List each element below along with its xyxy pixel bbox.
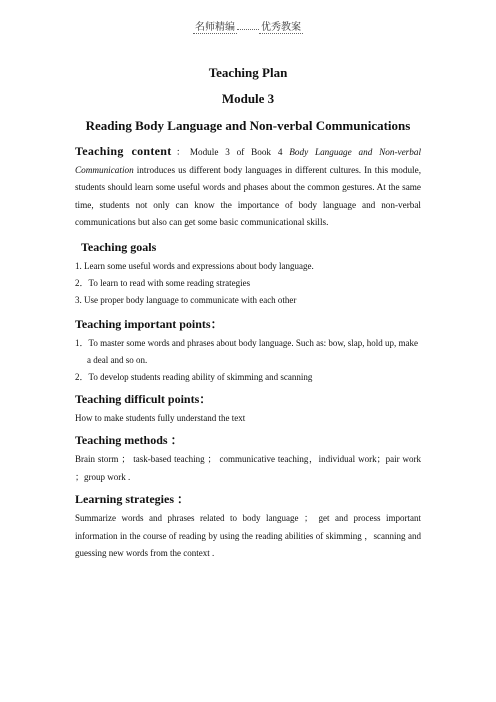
header-left-text: 名师精编 xyxy=(195,22,235,33)
teaching-content-label: Teaching content xyxy=(75,144,172,158)
page-header-watermark xyxy=(0,18,496,33)
teaching-content-sep: ： xyxy=(171,147,190,157)
heading-teaching-methods: Teaching methods ： xyxy=(75,432,183,447)
title-module: Module 3 xyxy=(221,91,275,106)
teaching-content-text-b: introduces us different body languages in different cultures. In this module, students should learn some useful words and phases about the common gestures. At the same time, students not only can know the importance of body language and non-verbal communications but also can get some basic communicational skills. xyxy=(75,164,421,228)
title-reading: Reading Body Language and Non-verbal Communications xyxy=(85,118,411,133)
goal-item-1: 1. Learn some useful words and expressions about body language. xyxy=(75,260,314,271)
important-point-2: 2．To develop students reading ability of skimming and scanning xyxy=(75,371,313,382)
learning-strategies-text: Summarize words and phrases related to body language ； get and process important information in the course of reading by using the reading abilities of skimming ，scanning and guessing new words from the context . xyxy=(75,513,421,559)
goal-item-2: 2．To learn to read with some reading strategies xyxy=(75,277,251,288)
teaching-content-text-a: Module 3 of Book 4 xyxy=(189,147,290,157)
heading-learning-strategies: Learning strategies ： xyxy=(75,492,189,507)
heading-teaching-goals: Teaching goals xyxy=(81,239,157,254)
teaching-methods-text: Brain storm ； task-based teaching ； communicative teaching，individual work；pair work ；group work . xyxy=(75,453,421,482)
header-gap xyxy=(237,29,259,30)
important-point-1: 1．To master some words and phrases about body language. Such as: bow, slap, hold up, make a deal and so on. xyxy=(75,337,418,365)
teaching-content-paragraph xyxy=(75,143,421,232)
heading-difficult-points: Teaching difficult points： xyxy=(75,391,212,406)
goal-item-3: 3. Use proper body language to communicate with each other xyxy=(75,294,297,305)
header-right-text: 优秀教案 xyxy=(261,22,301,33)
document-body xyxy=(75,65,421,563)
teaching-content-italic: Body Language and Non-verbal Communication xyxy=(75,147,421,175)
title-teaching-plan: Teaching Plan xyxy=(208,65,288,80)
difficult-point-text: How to make students fully understand the text xyxy=(75,412,246,423)
heading-important-points: Teaching important points： xyxy=(75,316,223,331)
